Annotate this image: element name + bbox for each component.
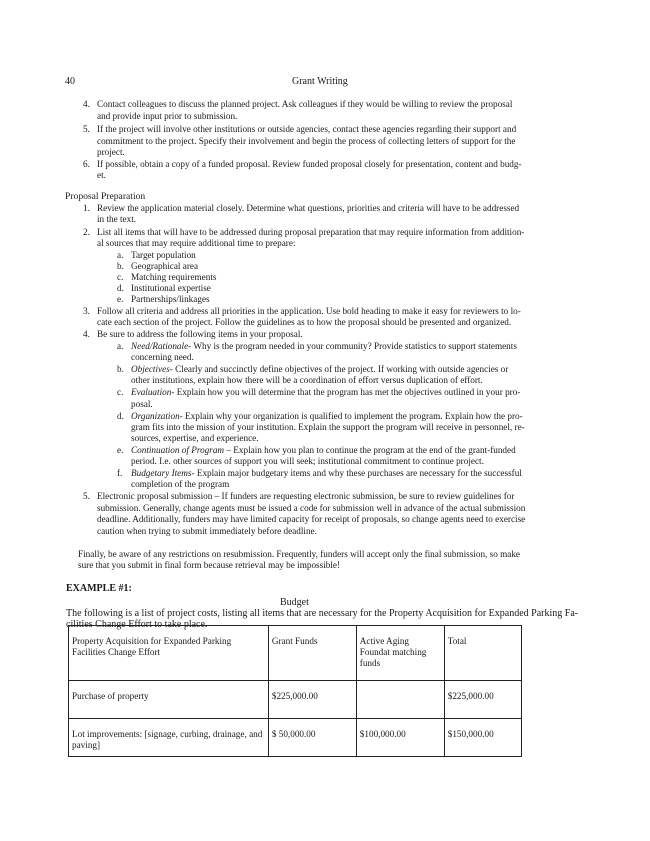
table-header-cell: Active Aging Foundat matching funds [356,626,444,681]
sublist-letter: a. [117,341,124,351]
closing-line: sure that you submit in final form because retrieval may be impossible! [78,560,341,570]
budget-table [68,625,522,757]
sublist-term: Organization- [131,411,183,421]
sublist-line: concerning need. [131,352,194,362]
running-title: Grant Writing [292,76,348,87]
sublist-text: – Explain how you plan to continue the program at the end of the grant-funded [224,445,516,455]
sublist-term: Budgetary Items- [131,468,195,478]
table-cell [356,681,444,719]
table-header-cell: Total [444,626,521,681]
sublist-line: completion of the program [131,479,230,489]
sublist-letter: b. [117,261,124,271]
sublist-text: Clearly and succinctly define objectives of the project. If working with outside agencies or [172,364,509,374]
sublist-line: posal. [131,399,153,409]
list-number: 1. [83,203,90,213]
section-heading: Proposal Preparation [65,191,146,202]
table-header-row [69,626,522,681]
table-cell: $225,000.00 [444,681,521,719]
sublist-text: Explain why your organization is qualified to implement the program. Explain how the pro- [182,411,523,421]
table-cell: $150,000.00 [444,719,521,757]
table-row [69,681,522,719]
table-row [69,719,522,757]
sublist-letter: d. [117,411,124,421]
sublist-text: Institutional expertise [131,283,211,293]
example-heading: EXAMPLE #1: [66,583,132,594]
sublist-term: Evaluation- [131,387,175,397]
sublist-line: gram fits into the mission of your institution. Explain the support the program will receive in personnel, re- [131,422,525,432]
table-cell: $100,000.00 [356,719,444,757]
list-line: If the project will involve other institutions or outside agencies, contact these agencies regarding their support and [97,124,517,134]
list-line: Contact colleagues to discuss the planned project. Ask colleagues if they would be willing to review the proposal [97,99,513,109]
sublist-line: sources, expertise, and experience. [131,433,259,443]
list-line: submission. Generally, change agents must be issued a code for submission well in advance of the actual submission [97,503,526,513]
sublist-text: Geographical area [131,261,199,271]
sublist-line [131,445,516,456]
list-line: cate each section of the project. Follow the guidelines as to how the proposal should be presented and organized. [97,317,512,327]
list-number: 4. [83,99,90,109]
sublist-text: Target population [131,250,196,260]
sublist-line [131,411,523,422]
sublist-text: Explain how you will determine that the program has met the objectives outlined in your pro- [174,387,521,397]
sublist-text: Explain major budgetary items and why these purchases are necessary for the successful [194,468,522,478]
sublist-letter: a. [117,250,124,260]
table-header-cell: Property Acquisition for Expanded Parking Facilities Change Effort [69,626,269,681]
sublist-line [131,468,522,479]
sublist-line: other institutions, explain how there will be a coordination of effort versus duplication of effort. [131,375,483,385]
example-intro-line: The following is a list of project costs, listing all items that are necessary for the Property Acquisition for Expanded Parking Fa- [66,608,579,619]
sublist-line [131,387,520,398]
sublist-text: Partnerships/linkages [131,294,210,304]
sublist-letter: c. [117,272,124,282]
table-cell: $225,000.00 [268,681,356,719]
sublist-letter: e. [117,294,124,304]
list-line: List all items that will have to be addressed during proposal preparation that may require information from addition- [97,227,525,237]
closing-line: Finally, be aware of any restrictions on resubmission. Frequently, funders will accept only the final submission, so make [78,549,521,559]
page-number: 40 [65,76,75,87]
list-line: and provide input prior to submission. [97,111,238,121]
list-number: 5. [83,491,90,501]
sublist-line [131,364,508,375]
list-line: Electronic proposal submission – If funders are requesting electronic submission, be sure to review guidelines for [97,491,515,501]
list-number: 3. [83,306,90,316]
table-cell: $ 50,000.00 [268,719,356,757]
example-intro-line: cilities Change Effort to take place. [66,619,208,630]
list-number: 6. [83,159,90,169]
list-line: Review the application material closely. Determine what questions, priorities and criteria will have to be addressed [97,203,520,213]
list-number: 2. [83,227,90,237]
list-line: If possible, obtain a copy of a funded proposal. Review funded proposal closely for presentation, content and budg- [97,159,522,169]
sublist-letter: d. [117,283,124,293]
table-header-cell: Grant Funds [268,626,356,681]
list-line: project. [97,147,125,157]
table-cell: Purchase of property [69,681,269,719]
list-line: in the text. [97,214,137,224]
sublist-term: Objectives- [131,364,173,374]
list-line: caution when trying to submit immediately before deadline. [97,526,317,536]
list-number: 4. [83,329,90,339]
list-line: al sources that may require additional time to prepare: [97,238,296,248]
sublist-line [131,341,517,352]
list-line: et. [97,170,106,180]
sublist-letter: b. [117,364,124,374]
sublist-text: Matching requirements [131,272,217,282]
list-number: 5. [83,124,90,134]
sublist-text: Why is the program needed in your community? Provide statistics to support statements [191,341,517,351]
sublist-term: Need/Rationale- [131,341,192,351]
list-line: commitment to the project. Specify their involvement and begin the process of collecting letters of support for the [97,136,516,146]
budget-title: Budget [280,597,309,608]
list-line: Be sure to address the following items in your proposal. [97,329,303,339]
list-line: Follow all criteria and address all priorities in the application. Use bold heading to make it easy for reviewers to lo- [97,306,521,316]
sublist-letter: c. [117,387,124,397]
sublist-line: period. I.e. other sources of support you will seek; institutional commitment to continue project. [131,456,484,466]
sublist-letter: f. [117,468,123,478]
list-line: deadline. Additionally, funders may have limited capacity for receipt of proposals, so change agents need to exercise [97,514,526,524]
sublist-letter: e. [117,445,124,455]
sublist-term: Continuation of Program [131,445,225,455]
table-cell: Lot improvements: [signage, curbing, drainage, and paving] [69,719,269,757]
